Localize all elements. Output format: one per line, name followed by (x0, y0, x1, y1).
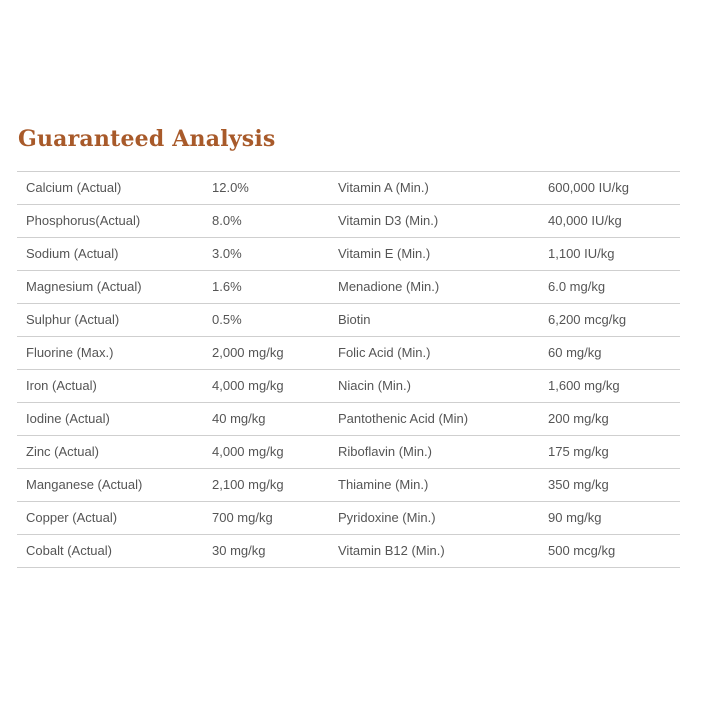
nutrient-name: Iodine (Actual) (26, 411, 110, 426)
table-row (17, 535, 680, 568)
vitamin-value: 6,200 mcg/kg (548, 312, 627, 327)
nutrient-value: 0.5% (212, 312, 242, 327)
page-title: Guaranteed Analysis (18, 126, 276, 152)
nutrient-value: 700 mg/kg (212, 510, 273, 525)
table-row (17, 403, 680, 436)
nutrient-name: Copper (Actual) (26, 510, 118, 525)
nutrient-value: 4,000 mg/kg (212, 378, 284, 393)
vitamin-value: 6.0 mg/kg (548, 279, 606, 294)
table-row (17, 205, 680, 238)
vitamin-value: 500 mcg/kg (548, 543, 616, 558)
table-row (17, 436, 680, 469)
vitamin-value: 1,100 IU/kg (548, 246, 615, 261)
vitamin-value: 40,000 IU/kg (548, 213, 622, 228)
nutrient-value: 2,000 mg/kg (212, 345, 284, 360)
table-row (17, 172, 680, 205)
nutrient-value: 40 mg/kg (212, 411, 266, 426)
vitamin-name: Biotin (338, 312, 371, 327)
nutrient-name: Magnesium (Actual) (26, 279, 142, 294)
nutrient-value: 30 mg/kg (212, 543, 266, 558)
vitamin-name: Folic Acid (Min.) (338, 345, 431, 360)
table-row (17, 271, 680, 304)
vitamin-name: Vitamin D3 (Min.) (338, 213, 439, 228)
nutrient-name: Zinc (Actual) (26, 444, 99, 459)
vitamin-value: 60 mg/kg (548, 345, 602, 360)
vitamin-name: Menadione (Min.) (338, 279, 440, 294)
vitamin-name: Riboflavin (Min.) (338, 444, 432, 459)
vitamin-name: Pantothenic Acid (Min) (338, 411, 469, 426)
nutrient-name: Sulphur (Actual) (26, 312, 120, 327)
nutrient-name: Phosphorus(Actual) (26, 213, 141, 228)
vitamin-value: 350 mg/kg (548, 477, 609, 492)
nutrient-value: 12.0% (212, 180, 249, 195)
vitamin-value: 1,600 mg/kg (548, 378, 620, 393)
vitamin-value: 200 mg/kg (548, 411, 609, 426)
vitamin-value: 90 mg/kg (548, 510, 602, 525)
vitamin-name: Vitamin A (Min.) (338, 180, 429, 195)
vitamin-name: Vitamin E (Min.) (338, 246, 431, 261)
table-row (17, 370, 680, 403)
vitamin-value: 175 mg/kg (548, 444, 609, 459)
nutrient-value: 4,000 mg/kg (212, 444, 284, 459)
table-row (17, 304, 680, 337)
guaranteed-analysis-table (17, 171, 680, 568)
vitamin-name: Vitamin B12 (Min.) (338, 543, 445, 558)
vitamin-value: 600,000 IU/kg (548, 180, 629, 195)
nutrient-name: Sodium (Actual) (26, 246, 119, 261)
table-row (17, 502, 680, 535)
nutrient-value: 1.6% (212, 279, 242, 294)
table-row (17, 337, 680, 370)
nutrient-name: Manganese (Actual) (26, 477, 143, 492)
table-row (17, 469, 680, 502)
vitamin-name: Thiamine (Min.) (338, 477, 429, 492)
nutrient-value: 2,100 mg/kg (212, 477, 284, 492)
nutrient-name: Cobalt (Actual) (26, 543, 112, 558)
table-row (17, 238, 680, 271)
nutrient-value: 8.0% (212, 213, 242, 228)
nutrient-name: Iron (Actual) (26, 378, 97, 393)
vitamin-name: Niacin (Min.) (338, 378, 411, 393)
nutrient-name: Calcium (Actual) (26, 180, 122, 195)
nutrient-value: 3.0% (212, 246, 242, 261)
vitamin-name: Pyridoxine (Min.) (338, 510, 436, 525)
nutrient-name: Fluorine (Max.) (26, 345, 114, 360)
